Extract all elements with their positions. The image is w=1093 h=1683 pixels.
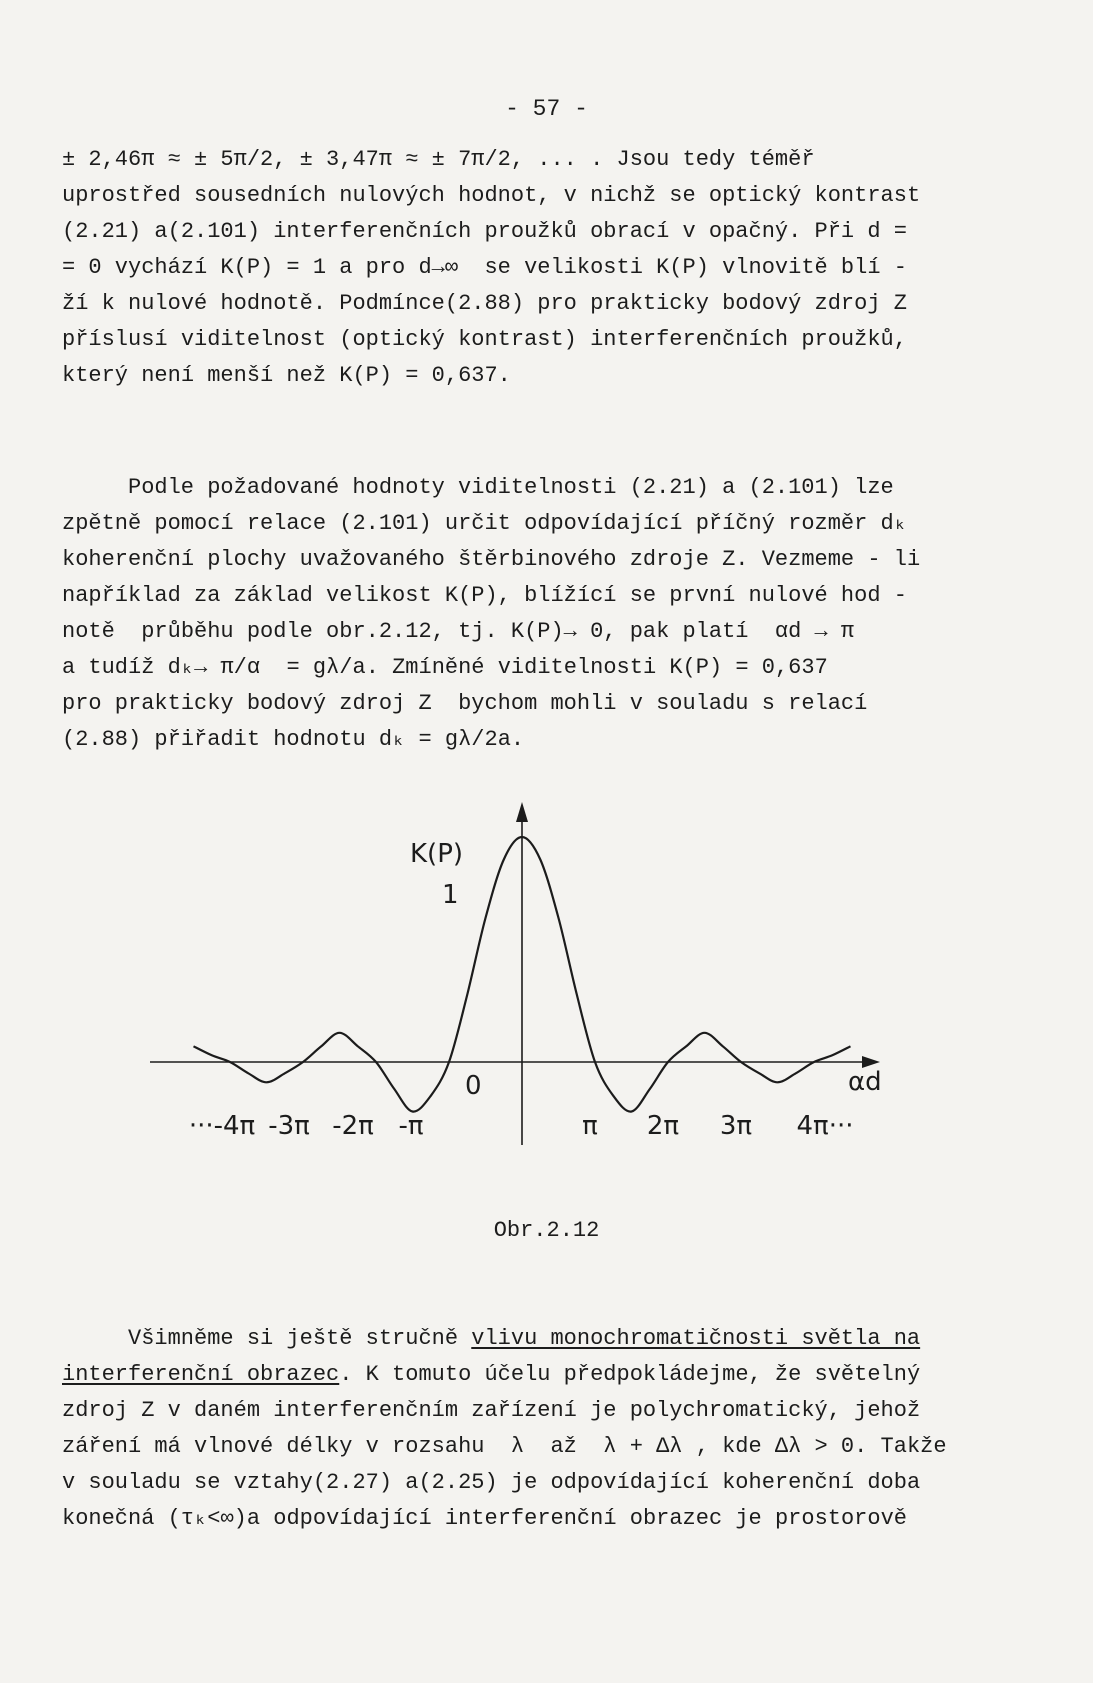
text-line: který není menší než K(P) = 0,637. [62,363,511,388]
paragraph-2 [62,470,1022,758]
text-line: = 0 vychází K(P) = 1 a pro d→∞ se velikosti K(P) vlnovitě blí - [62,255,907,280]
underlined-term: vlivu monochromatičnosti světla na [471,1326,921,1351]
underlined-term: interferenční obrazec [62,1362,340,1387]
text-line: ží k nulové hodnotě. Podmínce(2.88) pro prakticky bodový zdroj Z [62,291,907,316]
text-line: uprostřed sousedních nulových hodnot, v nichž se optický kontrast [62,183,921,208]
text-line: například za základ velikost K(P), blížící se první nulové hod - [62,583,907,608]
paragraph-3 [62,1321,1022,1537]
text-line: konečná (τₖ<∞)a odpovídající interferenční obrazec je prostorově [62,1506,907,1531]
figure-caption: Obr.2.12 [493,1218,600,1243]
text-line: zpětně pomocí relace (2.101) určit odpovídající příčný rozměr dₖ [62,511,907,536]
text-line: (2.88) přiřadit hodnotu dₖ = gλ/2a. [62,727,525,752]
text-span: . K tomuto účelu předpokládejme, že světelný [339,1362,921,1387]
x-tick-label: -π [398,1111,424,1141]
text-line: notě průběhu podle obr.2.12, tj. K(P)→ 0, pak platí αd → π [62,619,855,644]
page-number: - 57 - [505,96,588,122]
x-tick-label: 3π [719,1111,753,1141]
paragraph-1 [62,142,1022,394]
text-line: a tudíž dₖ→ π/α = gλ/a. Zmíněné viditelnosti K(P) = 0,637 [62,655,828,680]
text-line: koherenční plochy uvažovaného štěrbinového zdroje Z. Vezmeme - li [62,547,921,572]
x-tick-label: -3π [268,1111,310,1141]
text-line: v souladu se vztahy(2.27) a(2.25) je odpovídající koherenční doba [62,1470,921,1495]
x-axis-label: αd [848,1067,882,1097]
x-tick-label: ···-4π [188,1111,256,1141]
visibility-function-plot [150,800,910,1150]
origin-label: 0 [465,1071,482,1101]
y-axis-label: K(P) [410,839,464,869]
y-axis-arrowhead [516,802,528,822]
x-tick-label: 4π··· [796,1111,854,1141]
text-line [62,1357,1022,1393]
text-line: (2.21) a(2.101) interferenčních proužků obrací v opačný. Při d = [62,219,907,244]
text-line [62,1321,1022,1357]
x-tick-label: π [582,1111,598,1141]
x-tick-label: -2π [332,1111,374,1141]
text-line: Podle požadované hodnoty viditelnosti (2.21) a (2.101) lze [128,475,894,500]
y-tick-label-1: 1 [442,880,459,910]
text-span: Všimněme si ještě stručně [128,1326,472,1351]
text-line: záření má vlnové délky v rozsahu λ až λ + Δλ , kde Δλ > 0. Takže [62,1434,947,1459]
text-line: ± 2,46π ≈ ± 5π/2, ± 3,47π ≈ ± 7π/2, ... . Jsou tedy téměř [62,147,815,172]
x-tick-label: 2π [646,1111,680,1141]
text-line: příslusí viditelnost (optický kontrast) interferenčních proužků, [62,327,907,352]
text-line: zdroj Z v daném interferenčním zařízení je polychromatický, jehož [62,1398,921,1423]
text-line: pro prakticky bodový zdroj Z bychom mohli v souladu s relací [62,691,868,716]
